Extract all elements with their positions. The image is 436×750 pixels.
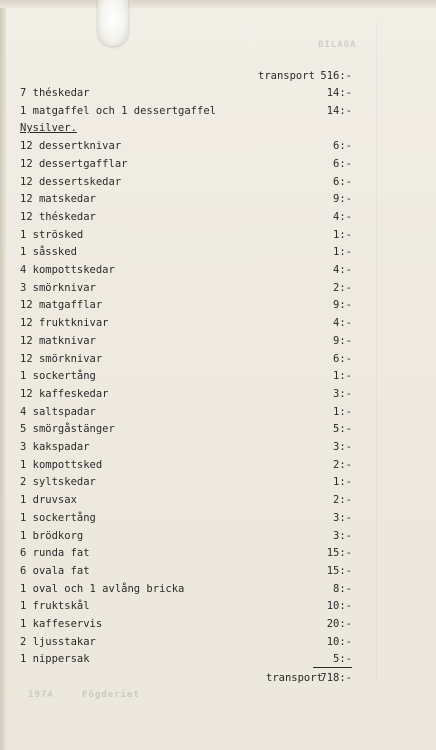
item-description: 1 druvsax bbox=[20, 494, 77, 507]
item-amount: 3:- bbox=[333, 387, 352, 400]
item-description: 1 fruktskål bbox=[20, 600, 90, 613]
item-amount: 6:- bbox=[333, 352, 352, 365]
item-description: 1 matgaffel och 1 dessertgaffel bbox=[20, 104, 216, 117]
list-item bbox=[0, 563, 436, 579]
item-amount: 4:- bbox=[333, 264, 352, 276]
item-amount: 10:- bbox=[326, 635, 352, 648]
item-amount: 14:- bbox=[326, 87, 352, 99]
item-amount: 4:- bbox=[333, 210, 352, 223]
list-item bbox=[0, 138, 436, 154]
item-description: 2 ljusstakar bbox=[20, 635, 96, 648]
item-amount: 2:- bbox=[333, 494, 352, 507]
item-amount: 10:- bbox=[326, 600, 352, 613]
item-description: 1 sockertång bbox=[20, 370, 96, 383]
bleed-through-text-bottom: Fögderiet bbox=[82, 690, 140, 700]
item-description: 7 théskedar bbox=[20, 87, 90, 99]
item-amount: 8:- bbox=[333, 582, 352, 595]
section-heading bbox=[0, 120, 436, 136]
item-amount: 4:- bbox=[333, 317, 352, 330]
list-item bbox=[0, 262, 436, 278]
transport-amount: 516:- bbox=[320, 70, 352, 82]
item-amount: 9:- bbox=[333, 334, 352, 347]
list-item bbox=[0, 244, 436, 260]
item-amount: 15:- bbox=[326, 564, 352, 577]
item-description: 6 ovala fat bbox=[20, 564, 90, 577]
item-amount: 1:- bbox=[333, 228, 352, 241]
item-description: 4 kompottskedar bbox=[20, 264, 115, 276]
item-description: 1 brödkorg bbox=[20, 529, 84, 542]
item-amount: 1:- bbox=[333, 476, 352, 489]
list-item bbox=[0, 545, 436, 561]
item-description: 12 smörknivar bbox=[20, 352, 103, 365]
item-description: 1 kaffeservis bbox=[20, 618, 103, 630]
transport-carried-forward bbox=[0, 68, 436, 84]
list-item bbox=[0, 510, 436, 526]
list-item bbox=[0, 280, 436, 296]
item-amount: 6:- bbox=[333, 175, 352, 188]
item-amount: 1:- bbox=[333, 405, 352, 418]
item-amount: 2:- bbox=[333, 281, 352, 294]
list-item bbox=[0, 528, 436, 544]
list-item bbox=[0, 191, 436, 207]
item-amount: 6:- bbox=[333, 140, 352, 153]
item-description: 12 matknivar bbox=[20, 334, 96, 347]
list-item bbox=[0, 474, 436, 490]
item-description: 2 syltskedar bbox=[20, 476, 96, 489]
item-description: 12 théskedar bbox=[20, 210, 96, 223]
transport-carried-over bbox=[0, 670, 436, 686]
list-item bbox=[0, 616, 436, 632]
list-item bbox=[0, 351, 436, 367]
item-amount: 5:- bbox=[333, 423, 352, 436]
item-description: 1 nippersak bbox=[20, 653, 90, 666]
list-item bbox=[0, 598, 436, 614]
list-item bbox=[0, 85, 436, 101]
item-amount: 20:- bbox=[326, 618, 352, 630]
item-amount: 6:- bbox=[333, 157, 352, 170]
item-amount: 14:- bbox=[326, 104, 352, 117]
item-description: 12 matskedar bbox=[20, 193, 96, 206]
list-item bbox=[0, 156, 436, 172]
item-description: 12 dessertskedar bbox=[20, 175, 122, 188]
list-item bbox=[0, 297, 436, 313]
item-description: 3 smörknivar bbox=[20, 281, 96, 294]
item-amount: 3:- bbox=[333, 511, 352, 524]
item-amount: 15:- bbox=[326, 547, 352, 560]
item-description: 1 såssked bbox=[20, 246, 77, 259]
list-item bbox=[0, 368, 436, 384]
item-amount: 1:- bbox=[333, 246, 352, 259]
item-description: Nysilver. bbox=[20, 122, 77, 135]
item-description: 4 saltspadar bbox=[20, 405, 96, 418]
list-item bbox=[0, 492, 436, 508]
list-item bbox=[0, 421, 436, 437]
list-item bbox=[0, 103, 436, 119]
list-item bbox=[0, 333, 436, 349]
item-description: 12 dessertknivar bbox=[20, 140, 122, 153]
list-item bbox=[0, 315, 436, 331]
item-description: 12 matgafflar bbox=[20, 299, 103, 312]
item-description: 12 dessertgafflar bbox=[20, 157, 128, 170]
list-item bbox=[0, 651, 436, 667]
list-item bbox=[0, 404, 436, 420]
list-item bbox=[0, 174, 436, 190]
bleed-through-text-top: BILAGA bbox=[318, 40, 357, 50]
transport-label: transport bbox=[266, 672, 323, 684]
list-item bbox=[0, 209, 436, 225]
list-item bbox=[0, 634, 436, 650]
list-item bbox=[0, 386, 436, 402]
item-amount: 2:- bbox=[333, 458, 352, 471]
list-item bbox=[0, 457, 436, 473]
page-top-edge bbox=[0, 0, 436, 8]
item-description: 3 kakspadar bbox=[20, 441, 90, 453]
list-item bbox=[0, 439, 436, 455]
item-description: 6 runda fat bbox=[20, 547, 90, 560]
item-description: 1 strösked bbox=[20, 228, 84, 241]
paper-clip-icon bbox=[98, 0, 128, 46]
item-amount: 1:- bbox=[333, 370, 352, 383]
list-item bbox=[0, 227, 436, 243]
item-description: 12 kaffeskedar bbox=[20, 387, 109, 400]
item-description: 12 fruktknivar bbox=[20, 317, 109, 330]
item-description: 1 kompottsked bbox=[20, 458, 103, 471]
item-description: 5 smörgåstänger bbox=[20, 423, 115, 436]
item-amount: 3:- bbox=[333, 529, 352, 542]
item-amount: 9:- bbox=[333, 299, 352, 312]
list-item bbox=[0, 581, 436, 597]
item-amount: 5:- bbox=[313, 651, 352, 668]
item-description: 1 oval och 1 avlång bricka bbox=[20, 582, 185, 595]
item-amount: 9:- bbox=[333, 193, 352, 206]
item-description: 1 sockertång bbox=[20, 511, 96, 524]
transport-amount: 718:- bbox=[320, 672, 352, 684]
item-amount: 3:- bbox=[333, 441, 352, 453]
transport-label: transport bbox=[258, 70, 315, 82]
bleed-through-text-year: 1974 bbox=[28, 690, 54, 700]
